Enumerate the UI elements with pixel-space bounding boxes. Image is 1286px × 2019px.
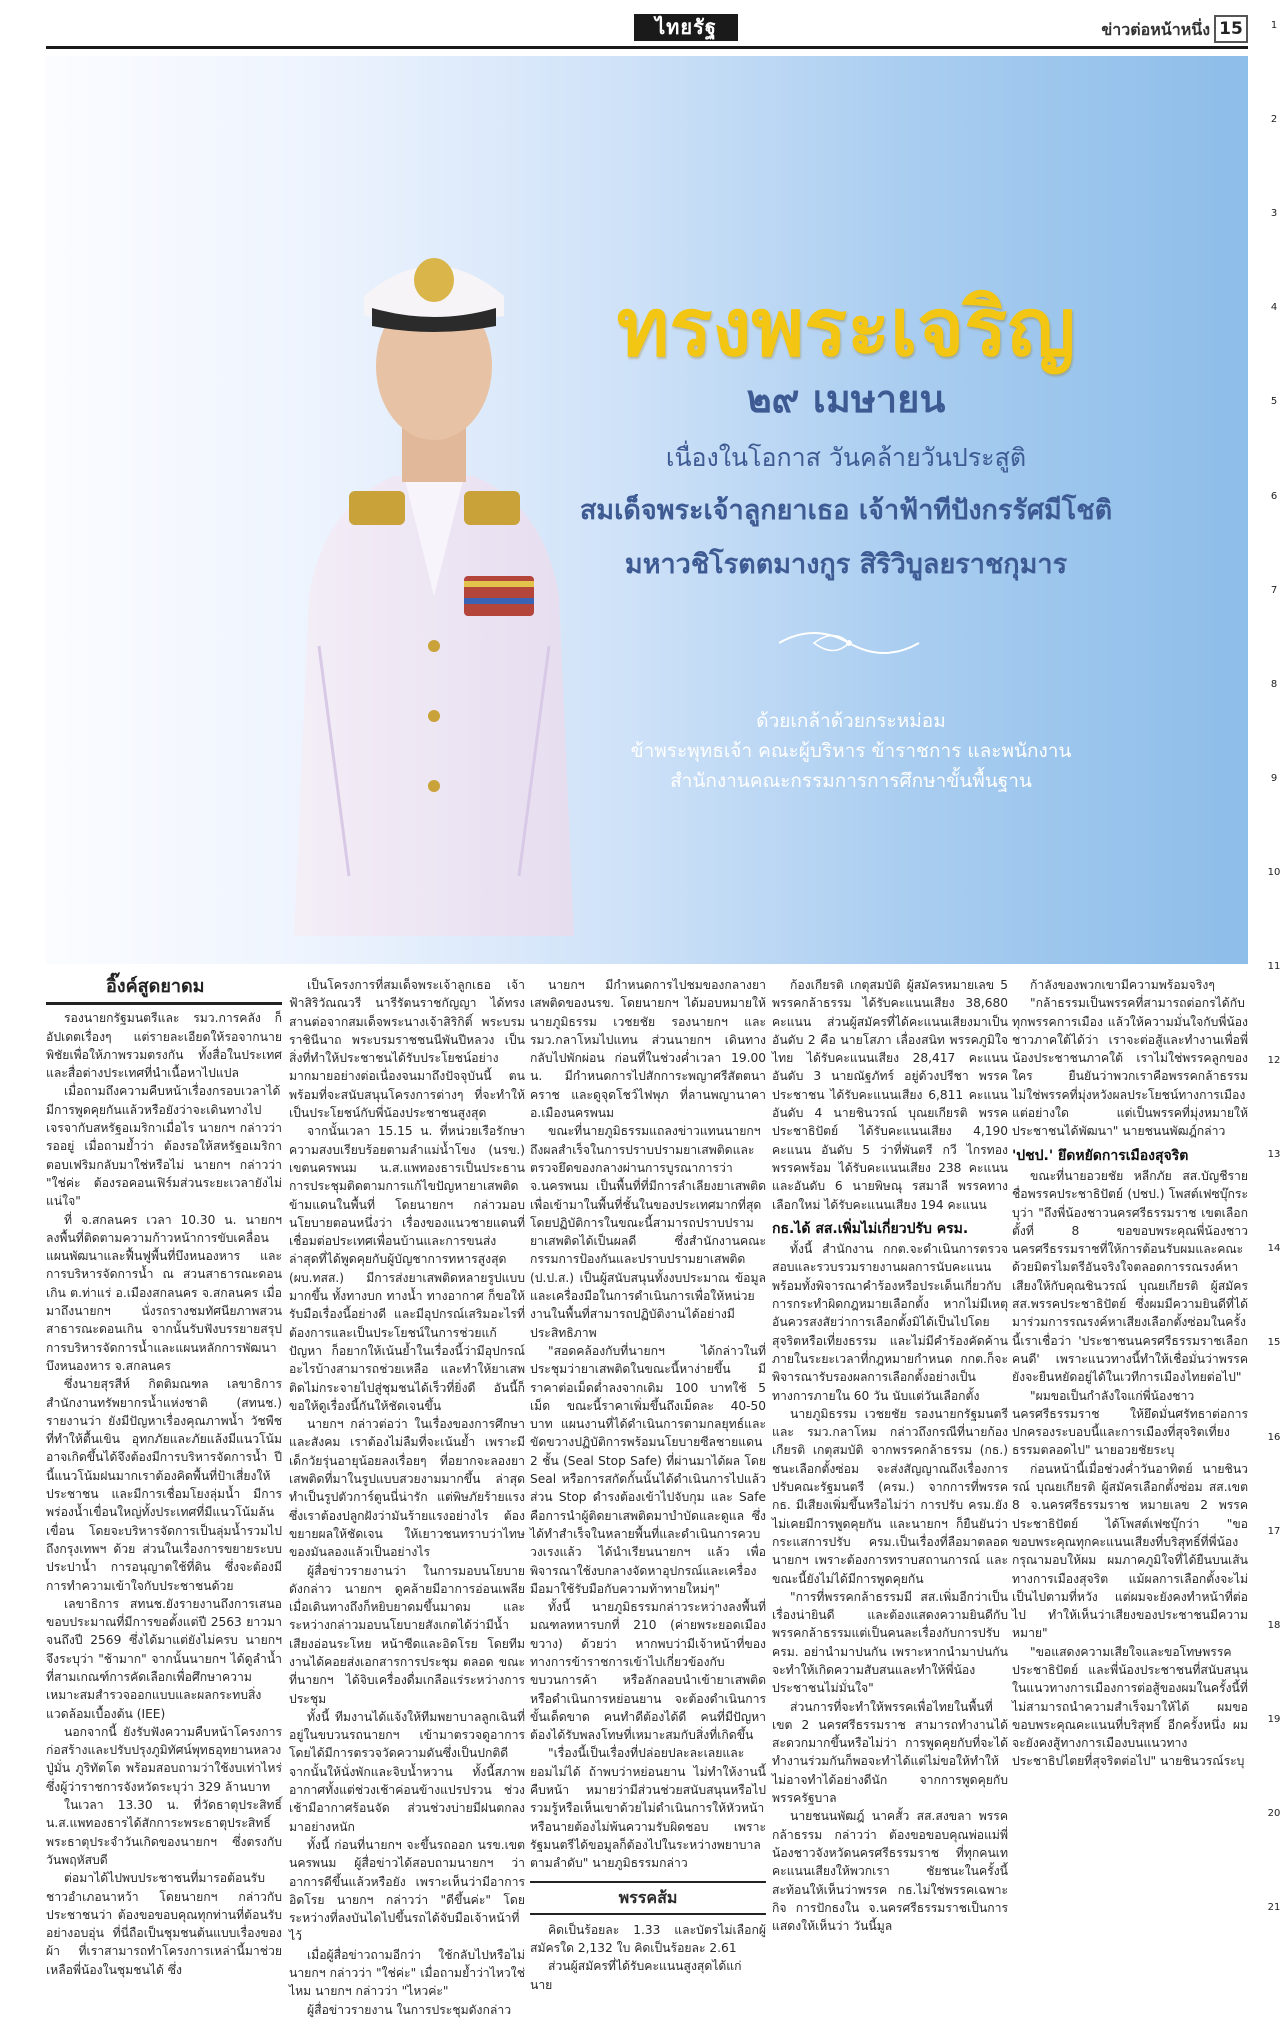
column-heading: อิ๊งค์สูดยาดม [46, 976, 282, 1005]
paragraph: เป็นโครงการที่สมเด็จพระเจ้าลูกเธอ เจ้าฟ้าสิริวัณณวรี นารีรัตนราชกัญญา ได้ทรงสานต่อจากสมเด็จพระนางเจ้าสิริกิติ์ พระบรมราชินีนาถ พระบรมราชชนนีพันปีหลวง เป็นสิ่งที่ทำให้ประชาชนได้รับประโยชน์อย่างมากมายอย่างต่อเนื่องจนมาถึงปัจจุบันนี้ ตนพร้อมที่จะสนับสนุนโครงการต่างๆ ที่จะทำให้เป็นประโยชน์กับพี่น้องประชาชนสูงสุด [289, 978, 525, 1121]
paragraph: "การที่พรรคกล้าธรรมมี สส.เพิ่มอีกว่าเป็นเรื่องน่ายินดี และต้องแสดงความยินดีกับพรรคกล้าธรรมแต่เป็นคนละเรื่องกับการปรับ ครม. อย่านำมาปนกัน เพราะหากนำมาปนกันจะทำให้เกิดความสับสนและทำให้พี่น้องประชาชนไม่มั่นใจ" [772, 1589, 1008, 1696]
ruler-mark: 21 [1267, 1902, 1281, 1913]
paragraph: นอกจากนี้ ยังรับฟังความคืบหน้าโครงการก่อสร้างและปรับปรุงภูมิทัศน์พุทธอุทยานหลวงปู่มั่น ภูริทัตโต พร้อมสอบถามว่าใช้งบเท่าไหร่ ซึ่งผู้ว่าราชการจังหวัดระบุว่า 329 ล้านบาท [46, 1724, 282, 1794]
paragraph: "สอดคล้องกับที่นายกฯ ได้กล่าวในที่ประชุมว่ายาเสพติดในขณะนี้หาง่ายขึ้น มีราคาต่อเม็ดต่ำลงจากเดิม 100 บาทใช้ 5 เม็ด ขณะนี้ราคาเพิ่มขึ้นถึงเม็ดละ 40-50 บาท แผนงานที่ได้ดำเนินการตามกลยุทธ์และขัดขวางปฏิบัติการพร้อมนโยบายซีลชายแดน 2 ชั้น (Seal Stop Safe) ที่ผ่านมาได้ผล โดย Seal หรือการสกัดกั้นนั้นได้ดำเนินการไปแล้ว ส่วน Stop ดำรงต้องเข้าไปจับกุม และ Safe คือการนำผู้ติดยาเสพติดมาบำบัดและดูแล ซึ่งได้ทำสำเร็จในหลายพื้นที่และดำเนินการควบวงเรงแล้ว ได้นำเรียนนายกฯ แล้ว เพื่อพิจารณาใช้งบกลางจัดหาอุปกรณ์และเครื่องมือมาใช้รับมือกับความท้าทายใหม่ๆ" [530, 1343, 766, 1596]
ruler-mark: 13 [1267, 1149, 1281, 1161]
ruler-mark: 5 [1270, 396, 1278, 408]
ruler-mark: 16 [1267, 1431, 1281, 1443]
paragraph: ผู้สื่อข่าวรายงาน ในการประชุมดังกล่าว [307, 2002, 512, 2017]
paragraph: นายชนนพัฒฎ์ นาคสั้ว สส.สงขลา พรรคกล้าธรรม กล่าวว่า ต้องขอขอบคุณพ่อแม่พี่น้องชาวจังหวัดนครศรีธรรมราช ที่ทุกคนเทคะแนนเสียงให้พวกเรา ชัยชนะในครั้งนี้สะท้อนให้เห็นว่าพรรค กธ.ไม่ใช่พรรคเฉพาะกิจ การปักธงใน จ.นครศรีธรรมราชเป็นการแสดงให้เห็นว่า วันนี้มูล [772, 1809, 1008, 1934]
banner-royal-name-line1: สมเด็จพระเจ้าลูกยาเธอ เจ้าฟ้าทีปังกรรัศมีโชติ [579, 495, 1113, 526]
ruler-mark: 8 [1270, 678, 1278, 690]
ruler-mark: 11 [1267, 961, 1281, 972]
newspaper-masthead [634, 14, 738, 41]
paragraph: ก้องเกียรติ เกตุสมบัติ ผู้สมัครหมายเลข 5 พรรคกล้าธรรม ได้รับคะแนนเสียง 38,680 คะแนน ส่วนผู้สมัครที่ได้คะแนนเสียงมาเป็นอันดับ 2 คือ นายโสภา เลื่องสนิท พรรคภูมิใจไทย ได้รับคะแนนเสียง 28,417 คะแนน อันดับ 3 นายณัฐภัทร์ อยู่ด้วงปรีชา พรรคประชาชน ได้รับคะแนนเสียง 6,811 คะแนน อันดับ 4 นายชินวรณ์ บุณยเกียรติ พรรคประชาธิปัตย์ ได้รับคะแนนเสียง 4,190 คะแนน อันดับ 5 ว่าที่พันตรี กวี ไกรทอง พรรคพร้อม ได้รับคะแนนเสียง 238 คะแนน และอันดับ 6 นายพิษณุ รสมาลี พรรคทางเลือกใหม่ ได้รับคะแนนเสียง 194 คะแนน [772, 978, 1008, 1212]
paragraph: "ขอแสดงความเสียใจและขอโทษพรรคประชาธิปัตย์ และพี่น้องประชาชนที่สนับสนุนในแนวทางการเมืองการต่อสู้ของผมในครั้งนี้ที่ไม่สามารถนำความสำเร็จมาให้ได้ ผมขอขอบพระคุณคะแนนที่บริสุทธิ์ อีกครั้งหนึ่ง ผมจะยังคงสู้ทางการเมืองบนแนวทางประชาธิปไตยที่สุจริตต่อไป" นายชินวรณ์ระบุ [1012, 1644, 1248, 1769]
article-column-3 [530, 976, 766, 1992]
ruler-mark: 17 [1267, 1525, 1281, 1537]
section-label: ข่าวต่อหน้าหนึ่ง [1101, 20, 1210, 39]
banner-date: ๒๙ เมษายน [746, 377, 946, 421]
paragraph: ในเวลา 13.30 น. ที่วัดธาตุประสิทธิ์ น.ส.แพทองธารได้สักการะพระธาตุประสิทธิ์ พระธาตุประจำวันเกิดของนายกฯ ซึ่งตรงกับวันพฤหัสบดี [46, 1798, 282, 1867]
paragraph: ส่วนการที่จะทำให้พรรคเพื่อไทยในพื้นที่เขต 2 นครศรีธรรมราช สามารถทำงานได้สะดวกมากขึ้นหรือไม่ว่า การพูดคุยกับที่จะได้ทำงานร่วมกันก็พอจะทำได้แต่ไม่ขอให้ทำให้ไม่อาจทำได้อย่างดีนัก จากการพูดคุยกับพรรครัฐบาล [772, 1699, 1008, 1806]
paragraph: ซึ่งนายสุรสีห์ กิตติมณฑล เลขาธิการสำนักงานทรัพยากรน้ำแห่งชาติ (สทนช.) รายงานว่า ยังมีปัญหาเรื่องคุณภาพน้ำ วัชพืชที่ทำให้ตื้นเขิน อุทกภัยและภัยแล้งมีแนวโน้มอาจเกิดขึ้นได้จึงต้องมีการบริหารจัดการน้ำ ปีนี้แนวโน้มฝนมากเราต้องคิดพื้นที่ป้าเสี่ยงให้ประชาชน และมีการเชื่อมโยงลุ่มน้ำ มีการพร่องน้ำเขื่อนใหญ่ทั้งประเทศที่มีแนวโน้มล้นเขื่อน โดยจะบริหารจัดการเป็นลุ่มน้ำรวมไปถึงกรุงเทพฯ ด้วย ส่วนในเรื่องการขยายระบบประปาน้ำ การอนุญาตใช้ที่ดิน ซึ่งจะต้องมีการทำความเข้าใจกับประชาชนด้วย [46, 1377, 282, 1593]
paragraph: นายกฯ กล่าวต่อว่า ในเรื่องของการศึกษาและสังคม เราต้องไม่ลืมที่จะเน้นย้ำ เพราะมีเด็กวัยรุ่นอายุน้อยลงเรื่อยๆ ที่อยากจะลองยาเสพติดที่มาในรูปแบบสวยงามมากขึ้น ล่าสุดทำเป็นรูปตัวการ์ตูนนี่น่ารัก แต่พิษภัยร้ายแรง ซึ่งเราต้องปลูกฝังว่ามันร้ายแรงอย่างไร ต้องขยายผลให้ชัดเจน ให้เยาวชนทราบว่าไทษของมันลองแล้วเป็นอย่างไร [289, 1417, 525, 1560]
article-column-1 [46, 976, 282, 1977]
ruler-mark: 3 [1270, 208, 1278, 220]
paragraph: เมื่อผู้สื่อข่าวถามอีกว่า ใช้กลับไปหรือไม่ นายกฯ กล่าวว่า "ใช่ค่ะ" เมื่อถามย้ำว่าไหวใช่ไหม นายกฯ กล่าวว่า "ไหวค่ะ" [289, 1947, 525, 1999]
banner-occasion: เนื่องในโอกาส วันคล้ายวันประสูติ [665, 443, 1027, 472]
page-ruler [1262, 0, 1286, 1920]
paragraph: นายกฯ มีกำหนดการไปชมของกลางยาเสพติดของนรข. โดยนายกฯ ได้มอบหมายให้นายภูมิธรรม เวชยชัย รองนายกฯ และ รมว.กลาโหมไปแทน ส่วนนายกฯ เดินทางกลับไปพักผ่อน ก่อนที่ในช่วงค่ำเวลา 19.00 น. มีกำหนดการไปสักการะพญาศรีสัตตนาคราช และดูจุดโชว์ไฟพุภ ที่ลานพญานาคา อ.เมืองนครพนม [530, 978, 766, 1121]
ruler-mark: 12 [1267, 1055, 1281, 1067]
paragraph: ผู้สื่อข่าวรายงานว่า ในการมอบนโยบายดังกล่าว นายกฯ ดูคล้ายมีอาการอ่อนเพลีย เมื่อเดินทางถึงก็หยิบยาดมขึ้นมาดม และระหว่างกล่าวมอบนโยบายสังเกตได้ว่ามีน้ำเสียงอ่อนระโหย หน้าซีดและอิดโรย โดยทีมงานได้คอยส่งเอกสารการประชุม ตลอด ขณะที่นายกฯ ได้จิบเครื่องดื่มเกลือแร่ระหว่างการประชุม [289, 1563, 525, 1706]
article-column-2 [289, 976, 525, 2017]
ruler-mark: 4 [1270, 302, 1278, 314]
paragraph: ทั้งนี้ ทีมงานได้แจ้งให้ทีมพยาบาลลูกเฉินที่อยู่ในขบวนรถนายกฯ เข้ามาตรวจดูอาการ โดยได้มีการตรวจวัดความดันซึ่งเป็นปกติดี จากนั้นให้นั่งพักและจิบน้ำหวาน ทั้งนี้สภาพอากาศทั้งแต่ช่วงเช้าค่อนข้างแปรปรวน ช่วงเช้ามีอากาศร้อนจัด ส่วนช่วงบ่ายมีฝนตกลงมาอย่างหนัก [289, 1709, 525, 1834]
banner-signoff-3: สำนักงานคณะกรรมการการศึกษาขั้นพื้นฐาน [670, 770, 1032, 792]
subheading: กธ.ได้ สส.เพิ่มไม่เกี่ยวปรับ ครม. [772, 1220, 969, 1237]
ruler-mark: 10 [1267, 866, 1281, 878]
header-rule [46, 46, 1248, 49]
subheading: 'ปชป.' ยึดหยัดการเมืองสุจริต [1012, 1147, 1189, 1164]
ruler-mark: 18 [1267, 1619, 1281, 1631]
banner-royal-name-line2: มหาวชิโรตตมางกูร สิริวิบูลยราชกุมาร [624, 549, 1068, 580]
article-column-4 [772, 976, 1008, 1934]
paragraph: ทั้งนี้ ก่อนที่นายกฯ จะขึ้นรถออก นรข.เขตนครพนม ผู้สื่อข่าวได้สอบถามนายกฯ ว่าอาการดีขึ้นแล้วหรือยัง เพราะเห็นว่ามีอาการอิดโรย นายกฯ กล่าวว่า "ดีขึ้นค่ะ" โดยระหว่างที่ลงบันไดไปขึ้นรถได้จับมือเจ้าหน้าที่ไว้ [289, 1837, 525, 1944]
paragraph: "กล้าธรรมเป็นพรรคที่สามารถต่อกรได้กับทุกพรรคการเมือง แล้วให้ความมั่นใจกับพี่น้องชาวภาคใต้ได้ว่า เราจะต่อสู้และทำงานเพื่อพี่น้องประชาชนภาคใต้ เราไม่ใช่พรรคลูกของใคร ยืนยันว่าพวกเราคือพรรคกล้าธรรม ไม่ใช่พรรคที่มุ่งหวังผลประโยชน์ทางการเมืองแต่อย่างใด แต่เป็นพรรคที่มุ่งหมายให้ประชาชนได้พัฒนา" นายชนนพัฒฎ์กล่าว [1012, 996, 1248, 1139]
paragraph: จากนั้นเวลา 15.15 น. ที่หน่วยเรือรักษาความสงบเรียบร้อยตามลำแม่น้ำโขง (นรข.) เขตนครพนม น.ส.แพทองธารเป็นประธานการประชุมติดตามการแก้ไขปัญหายาเสพติดข้ามแดนในพื้นที่ โดยนายกฯ กล่าวมอบนโยบายตอนหนึ่งว่า เรื่องของแนวชายแดนที่เชื่อมต่อประเทศเพื่อนบ้านและการขนส่ง ล่าสุดที่ได้พูดคุยกับผู้บัญชาการทหารสูงสุด (ผบ.ทสส.) มีการส่งยาเสพติดหลายรูปแบบมากขึ้น ทั้งทางบก ทางน้ำ ทางอากาศ ก็ขอให้รับมือเรื่องนี้อย่างดี และมีอุปกรณ์เสริมอะไรที่ต้องการและเป็นประโยชน์ในการช่วยแก้ปัญหา ก็อยากให้เน้นย้ำในเรื่องนี้ว่ามีอุปกรณ์อะไรบ้างสามารถช่วยเหลือ และทำให้ยาเสพติดไม่กระจายไปสู่ชุมชนได้เร็วที่ยิ่งดี อันนี้ก็ขอให้ดูเรื่องนี้กันให้ชัดเจนขึ้น [289, 1124, 525, 1413]
ruler-mark: 7 [1270, 584, 1278, 596]
paragraph: ขณะที่นายภูมิธรรมแถลงข่าวแทนนายกฯ ถึงผลสำเร็จในการปราบปรามยาเสพติดและตรวจยึดของกลางผ่านการบูรณาการว่า จ.นครพนม เป็นพื้นที่ที่มีการลำเลียงยาเสพติดเพื่อเข้ามาในพื้นที่ชั้นในของประเทศมากที่สุด โดยปฏิบัติการในขณะนี้สามารถปราบปรามยาเสพติดได้เป็นผลดี ซึ่งสำนักงานคณะกรรมการป้องกันและปราบปรามยาเสพติด (ป.ป.ส.) เป็นผู้สนับสนุนทั้งงบประมาณ ข้อมูลและเครื่องมือในการดำเนินการเพื่อให้หน่วยงานในพื้นที่สามารถปฏิบัติงานได้อย่างมีประสิทธิภาพ [530, 1124, 766, 1340]
paragraph: ขณะที่นายอวยชัย หลีกภัย สส.บัญชีรายชื่อพรรคประชาธิปัตย์ (ปชป.) โพสต์เฟซบุ๊กระบุว่า "ถึงพี่น้องชาวนครศรีธรรมราช เขตเลือกตั้งที่ 8 ขอขอบพระคุณพี่น้องชาวนครศรีธรรมราชที่ให้การต้อนรับผมและคณะ ด้วยมิตรไมตรีอันจริงใจตลอดการรณรงค์หาเสียงให้กับคุณชินวรณ์ บุณยเกียรติ ผู้สมัคร สส.พรรคประชาธิปัตย์ ซึ่งผมมีความยินดีที่ได้มาร่วมการรณรงค์หาเสียงเลือกตั้งซ่อมในครั้งนี้เราเชื่อว่า 'ประชาชนนครศรีธรรมราชเลือกคนดี' เพราะแนวทางนี้ทำให้เชื่อมั่นว่าพรรคยังจะยืนหยัดอยู่ได้ในเวทีการเมืองไทยต่อไป" [1012, 1168, 1248, 1385]
paragraph: ก่อนหน้านี้เมื่อช่วงค่ำวันอาทิตย์ นายชินวรณ์ บุณยเกียรติ ผู้สมัครเลือกตั้งซ่อม สส.เขต 8 จ.นครศรีธรรมราช หมายเลข 2 พรรคประชาธิปัตย์ ได้โพสต์เฟซบุ๊กว่า "ขอขอบพระคุณทุกคะแนนเสียงที่บริสุทธิ์ที่พี่น้องกรุณามอบให้ผม ผมภาคภูมิใจที่ได้ยืนบนเส้นทางการเมืองสุจริต แม้ผลการเลือกตั้งจะไม่เป็นไปตามที่หวัง แต่ผมจะยังคงทำหน้าที่ต่อไป ทำให้เห็นว่าเสียงของประชาชนมีความหมาย" [1012, 1461, 1248, 1641]
ornament-icon [774, 618, 924, 668]
ruler-mark: 15 [1267, 1337, 1281, 1349]
section-box-heading: พรรคส้ม [530, 1881, 766, 1915]
paragraph: นายภูมิธรรม เวชยชัย รองนายกรัฐมนตรีและ รมว.กลาโหม กล่าวถึงกรณีที่นายก้องเกียรติ เกตุสมบัติ จากพรรคกล้าธรรม (กธ.) ชนะเลือกตั้งซ่อม จะส่งสัญญาณถึงเรื่องการปรับคณะรัฐมนตรี (ครม.) จากการที่พรรค กธ. มีเสียงเพิ่มขึ้นหรือไม่ว่า การปรับ ครม.ยังไม่เคยมีการพูดคุยกัน และนายกฯ ก็ยืนยันว่ากระแสการปรับ ครม.เป็นเรื่องที่ลือมาตลอด นายกฯ เพราะต้องการทราบสถานการณ์ และขณะนี้ยังไม่ได้มีการพูดคุยกัน [772, 1406, 1008, 1586]
birthday-banner [46, 56, 1248, 964]
banner-signoff-1: ด้วยเกล้าด้วยกระหม่อม [756, 710, 946, 732]
paragraph: ทั้งนี้ นายภูมิธรรมกล่าวระหว่างลงพื้นที่มณฑลทหารบกที่ 210 (ค่ายพระยอดเมืองขวาง) ด้วยว่า หากพบว่ามีเจ้าหน้าที่ของทางการข้าราชการเข้าไปเกี่ยวข้องกับขบวนการค้า หรือลักลอบนำเข้ายาเสพติด หรือดำเนินการหย่อนยาน จะต้องดำเนินการขั้นเด็ดขาด คนทำดีต้องได้ดี คนที่มีปัญหาต้องได้รับพลงโทษที่เหมาะสมกับสิ่งที่เกิดขึ้น [530, 1600, 766, 1743]
ruler-mark: 19 [1267, 1713, 1281, 1725]
article-column-5 [1012, 976, 1248, 1916]
masthead-text: ไทยรัฐ [655, 15, 717, 39]
paragraph: ก้าลังของพวกเขามีความพร้อมจริงๆ [1030, 978, 1215, 992]
paragraph: เลขาธิการ สทนช.ยังรายงานถึงการเสนอขอบประมาณที่มีการขอตั้งแต่ปี 2563 ยาวมาจนถึงปี 2569 ซึ่งได้มาแต่ยังไม่ครบ นายกฯ จึงระบุว่า "ช้ามาก" จากนั้นนายกฯ ได้ดูลำน้ำที่สามเกณฑ์การคัดเลือกเพื่อศึกษาความเหมาะสมสำรวจออกแบบและผลกระทบสิ่งแวดล้อมเบื้องต้น (IEE) [46, 1596, 282, 1721]
ruler-mark: 14 [1267, 1243, 1281, 1255]
banner-title: ทรงพระเจริญ [616, 280, 1076, 374]
paragraph: "ผมขอเป็นกำลังใจแก่พี่น้องชาวนครศรีธรรมราช ให้ยึดมั่นศรัทธาต่อการปกครองระบอบนี้และการเมืองที่สุจริตเที่ยงธรรมตลอดไป" นายอวยชัยระบุ [1012, 1388, 1248, 1458]
ruler-mark: 6 [1270, 490, 1278, 502]
ruler-mark: 9 [1270, 772, 1278, 784]
paragraph: ที่ จ.สกลนคร เวลา 10.30 น. นายกฯ ลงพื้นที่ติดตามความก้าวหน้าการขับเคลื่อนแผนพัฒนาและฟื้นฟูพื้นที่บึงหนองหาร และการบริหารจัดการน้ำ ณ สวนสาธารณะดอนเกิน ต.ท่าแร่ อ.เมืองสกลนคร จ.สกลนคร เมื่อมาถึงนายกฯ นั่งรถรางชมทัศนียภาพสวนสาธารณะดอนเกิน จากนั้นรับฟังบรรยายสรุปการบริหารจัดการน้ำและแผนหลักการพัฒนาบึงหนองหาร จ.สกลนคร [46, 1212, 282, 1373]
paragraph: ทั้งนี้ สำนักงาน กกต.จะดำเนินการตรวจสอบและรวบรวมรายงานผลการนับคะแนน พร้อมทั้งพิจารณาคำร้องหรือประเด็นเกี่ยวกับการกระทำผิดกฎหมายเลือกตั้ง หากไม่มีเหตุอันควรสงสัยว่าการเลือกตั้งมิได้เป็นไปโดยสุจริตหรือเที่ยงธรรม และไม่มีคำร้องคัดค้านภายในระยะเวลาที่กฎหมายกำหนด กกต.ก็จะพิจารณารับรองผลการเลือกตั้งอย่างเป็นทางการภายใน 60 วัน นับแต่วันเลือกตั้ง [772, 1242, 1008, 1403]
ruler-mark: 20 [1267, 1807, 1281, 1819]
paragraph: ส่วนผู้สมัครที่ได้รับคะแนนสูงสุดได้แก่ นาย [530, 1959, 742, 1992]
page-header [46, 14, 1248, 44]
ruler-mark: 1 [1270, 20, 1278, 31]
paragraph: รองนายกรัฐมนตรีและ รมว.การคลัง ก็อัปเดตเรื่องๆ แต่รายละเอียดให้รอจากนายพิชัยเพื่อให้ภาพรวมตรงกัน ทั้งสื่อในประเทศและสื่อต่างประเทศที่นำเนื้อหาไปแปล [46, 1011, 282, 1081]
paragraph: คิดเป็นร้อยละ 1.33 และบัตรไม่เลือกผู้สมัครใด 2,132 ใบ คิดเป็นร้อยละ 2.61 [530, 1922, 766, 1956]
paragraph: "เรื่องนี้เป็นเรื่องที่ปล่อยปละละเลยและยอมไม่ได้ ถ้าพบว่าหย่อนยาน ไม่ทำให้งานนี้คืบหน้า หมายว่ามีส่วนช่วยสนับสนุนหรือไปรวมรู้หรือเห็นเขาด้วยไม่ดำเนินการให้หัวหน้าหรือนายต้องไม่พ้นความรับผิดชอบ เพราะรัฐมนตรีได้ขอมูลก็ต้องไปในระหว่างพยาบาลตามลำดับ" นายภูมิธรรมกล่าว [530, 1746, 766, 1871]
masthead-strip [634, 35, 738, 41]
paragraph: ต่อมาได้ไปพบประชาชนที่มารอต้อนรับ ชาวอำเภอนาหว้า โดยนายกฯ กล่าวกับประชาชนว่า ต้องขอขอบคุณทุกท่านที่ต้อนรับอย่างอบอุ่น ที่นี่ถือเป็นชุมชนต้นแบบเรื่องของผ้า ที่เราสามารถทำโครงการเหล่านี้มาช่วยเหลือพี่น้องในชุมชนได้ ซึ่ง [46, 1871, 282, 1977]
page-number: 15 [1214, 15, 1248, 43]
ruler-mark: 2 [1270, 114, 1278, 126]
paragraph: เมื่อถามถึงความคืบหน้าเรื่องกรอบเวลาได้มีการพูดคุยกันแล้วหรือยังว่าจะเดินทางไปเจรจากับสหรัฐอเมริกาเมื่อไร นายกฯ กล่าวว่า รออยู่ เมื่อถามย้ำว่า ต้องรอให้สหรัฐอเมริกาตอบเฟริมกลับมาใช่หรือไม่ นายกฯ กล่าวว่า "ใช่ค่ะ ต้องรอคอนเฟิร์มส่วนระยะเวลายังไม่แน่ใจ" [46, 1084, 282, 1209]
banner-signoff-2: ข้าพระพุทธเจ้า คณะผู้บริหาร ข้าราชการ และพนักงาน [630, 740, 1072, 762]
